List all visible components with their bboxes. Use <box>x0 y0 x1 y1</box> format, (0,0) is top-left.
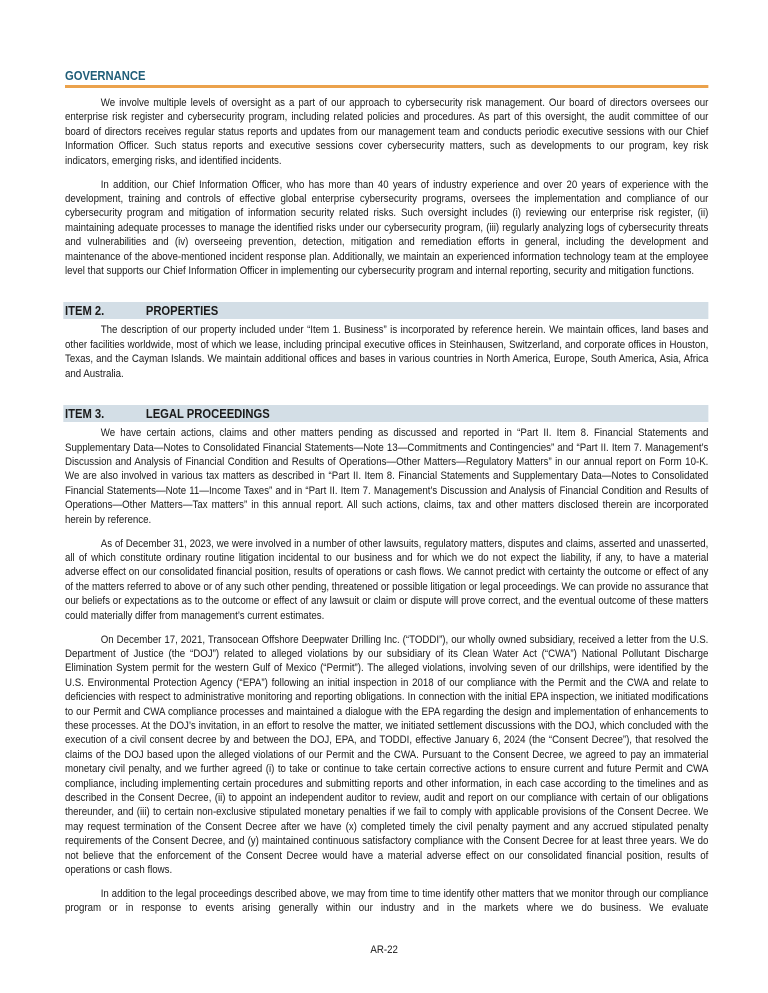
governance-paragraph: We involve multiple levels of oversight as a part of our approach to cybersecurity risk management. Our board of directors oversees our enterprise risk register and cybersecurity program, including related policies and procedures. As part of this oversight, the audit committee of our board of directors receives regular status reports and updates from our management team and conducts periodic executive sessions with our Chief Information Officer. Such status reports and executive sessions cover cybersecurity matters, such as developments to our program, key risk indicators, emerging risks, and identified incidents. <box>65 97 709 167</box>
legal-paragraph: We have certain actions, claims and other matters pending as discussed and reported in “Part II. Item 8. Financial Statements and Supplementary Data—Notes to Consolidated Financial Statements—Note 13—Commitments and Contingencies” and “Part II. Item 7. Management’s Discussion and Analysis of Financial Condition and Results of Operations—Other Matters—Regulatory Matters” in our annual report on Form 10-K. We are also involved in various tax matters as described in “Part II. Item 8. Financial Statements and Supplementary Data—Notes to Consolidated Financial Statements—Note 11—Income Taxes” and in “Part II. Item 7. Management’s Discussion and Analysis of Financial Condition and Results of Operations—Other Matters—Tax matters” in this annual report. All such actions, claims, tax and other matters disclosed therein are incorporated herein by reference. <box>65 427 709 526</box>
governance-paragraph: In addition, our Chief Information Officer, who has more than 40 years of industry experience and over 20 years of experience with the development, training and controls of effective global enterprise cybersecurity programs, oversees the implementation and compliance of our cybersecurity program and mitigation of information security related risks. Such oversight includes (i) reviewing our enterprise risk register, (ii) maintaining adequate processes to manage the identified risks under our cybersecurity program, (iii) regularly analyzing logs of cybersecurity threats and vulnerabilities and (iv) overseeing prevention, detection, mitigation and remediation efforts in general, including the development and maintenance of the above-mentioned incident response plan. Additionally, we maintain an experienced information technology team at the employee level that supports our Chief Information Officer in implementing our cybersecurity program and internal reporting, security and mitigation functions. <box>65 178 709 278</box>
item3-number: ITEM 3. <box>65 406 105 422</box>
item2-title: PROPERTIES <box>145 303 219 319</box>
item2-heading <box>63 302 708 319</box>
page-footer <box>0 944 768 956</box>
legal-paragraph: In addition to the legal proceedings described above, we may from time to time identify other matters that we monitor through our compliance program or in response to events arising generally within our industry and in the markets where we do business. We evaluate <box>65 888 709 915</box>
item3-title: LEGAL PROCEEDINGS <box>145 406 270 422</box>
properties-paragraph: The description of our property included under “Item 1. Business” is incorporated by reference herein. We maintain offices, land bases and other facilities worldwide, most of which we lease, including principal executive offices in Steinhausen, Switzerland, and corporate offices in Houston, Texas, and the Cayman Islands. We maintain additional offices and bases in various countries in North America, Europe, South America, Asia, Africa and Australia. <box>65 324 709 380</box>
legal-paragraph: On December 17, 2021, Transocean Offshore Deepwater Drilling Inc. (“TODDI”), our wholly owned subsidiary, received a letter from the U.S. Department of Justice (the “DOJ”) related to alleged violations by our subsidiary of its Clean Water Act (“CWA”) National Pollutant Discharge Elimination System permit for the western Gulf of Mexico (“Permit”). The alleged violations, involving seven of our drillships, were identified by the U.S. Environmental Protection Agency (“EPA”) following an initial inspection in 2018 of our compliance with the Permit and the CWA and relate to deficiencies with respect to administrative monitoring and reporting obligations. In connection with the initial EPA inspection, we initiated modifications to our Permit and CWA compliance processes and maintained a dialogue with the EPA regarding the design and implementation of enhancements to these processes. At the DOJ’s invitation, in an effort to resolve the matter, we initiated settlement discussions with the DOJ, which concluded with the execution of a civil consent decree by and between the DOJ, EPA, and TODDI, effective January 6, 2024 (the “Consent Decree”), that resolved the claims of the DOJ based upon the alleged violations of our Permit and the CWA. Pursuant to the Consent Decree, we agreed to pay an immaterial monetary civil penalty, and we further agreed (i) to take or continue to take certain corrective actions to ensure current and future Permit and CWA compliance, including implementing certain procedures and submitting reports and other information, in each case according to the timelines and as described in the Consent Decree, (ii) to appoint an independent auditor to review, audit and report on our compliance with certain of our obligations thereunder, and (iii) to certain non-exclusive stipulated monetary penalties if we fail to comply with applicable provisions of the Consent Decree. We may request termination of the Consent Decree after we have (x) completed timely the civil penalty payment and any accrued stipulated penalty requirements of the Consent Decree, and (y) maintained continuous satisfactory compliance with the Consent Decree for at least three years. We do not believe that the enforcement of the Consent Decree would have a material adverse effect on our consolidated financial position, results of operations or cash flows. <box>65 633 709 877</box>
legal-paragraph: As of December 31, 2023, we were involved in a number of other lawsuits, regulatory matters, disputes and claims, asserted and unasserted, all of which constitute ordinary routine litigation incidental to our business and for which we do not expect the liability, if any, to have a material adverse effect on our consolidated financial position, results of operations or cash flows. We cannot predict with certainty the outcome or effect of any of the matters referred to above or of any such other pending, threatened or possible litigation or legal proceedings. We can provide no assurance that our beliefs or expectations as to the outcome or effect of any lawsuit or claim or dispute will prove correct, and the eventual outcome of these matters could materially differ from management’s current estimates. <box>65 537 709 622</box>
governance-heading: GOVERNANCE <box>65 68 708 88</box>
page-number: AR-22 <box>370 944 398 956</box>
document-page <box>65 68 708 925</box>
item2-number: ITEM 2. <box>65 303 105 319</box>
item3-heading <box>63 405 708 422</box>
